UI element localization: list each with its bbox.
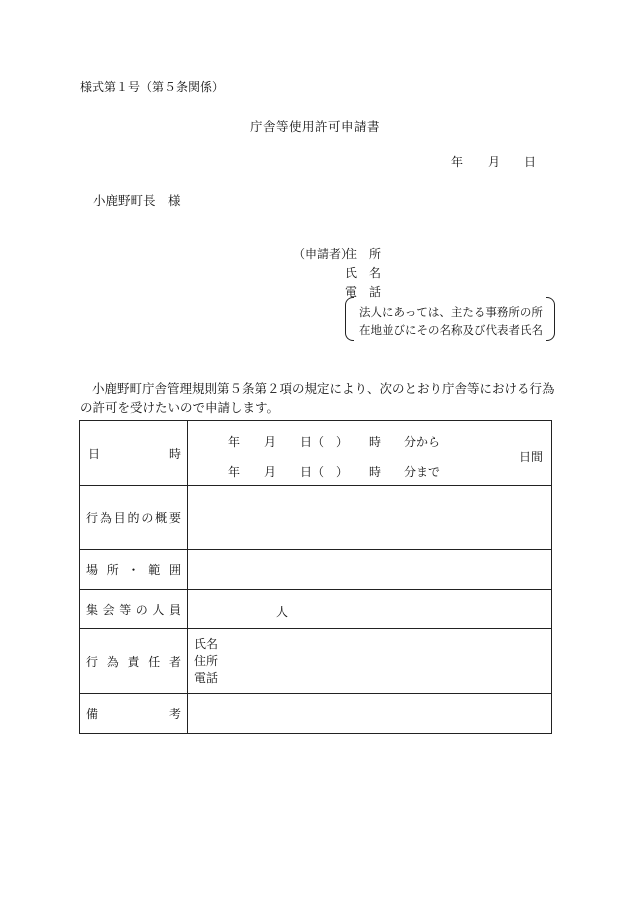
label-char: 任 [148, 654, 161, 669]
attendees-input[interactable] [188, 590, 552, 629]
attendees-label [80, 590, 188, 629]
from-month: 月 [264, 435, 277, 449]
applicant-label: （申請者） [293, 247, 354, 261]
responsible-name-label: 氏名 [194, 636, 219, 651]
purpose-input[interactable] [188, 486, 552, 550]
remarks-label [80, 694, 188, 734]
application-form-table [79, 420, 552, 734]
applicant-address-label: 住 所 [345, 247, 382, 261]
label-char: 要 [168, 511, 181, 525]
label-char: 囲 [168, 563, 181, 577]
label-char: 為 [99, 511, 112, 525]
row-purpose [80, 486, 552, 550]
left-bracket [345, 297, 354, 341]
responsible-address-label: 住所 [194, 653, 219, 668]
corporate-note-line2: 在地並びにその名称及び代表者氏名 [359, 323, 543, 337]
remarks-input[interactable] [188, 694, 552, 734]
applicant-phone-label: 電 話 [345, 285, 382, 299]
right-bracket [546, 297, 555, 341]
label-char: 行 [86, 511, 99, 525]
label-char: 行 [86, 654, 99, 669]
until-minute: 分まで [404, 465, 441, 479]
from-day: 日（ ） [300, 435, 349, 449]
row-responsible [80, 629, 552, 694]
label-char: 等 [119, 602, 132, 617]
label-char: の [135, 602, 148, 617]
datetime-label-right: 時 [168, 446, 181, 461]
label-char: 集 [86, 602, 99, 617]
label-char: 備 [86, 707, 99, 721]
until-hour: 時 [369, 465, 382, 479]
addressee: 小鹿野町長 様 [93, 193, 181, 208]
from-hour: 時 [369, 435, 382, 449]
responsible-phone-label: 電話 [194, 670, 219, 685]
label-char: 責 [127, 654, 140, 669]
label-char: の [141, 511, 154, 525]
label-char: 員 [168, 602, 181, 617]
datetime-input-cell[interactable] [188, 421, 552, 486]
row-attendees [80, 590, 552, 629]
label-char: 場 [86, 563, 99, 577]
label-char: 為 [106, 654, 119, 669]
label-char: 範 [148, 563, 161, 577]
responsible-label [80, 629, 188, 694]
days-label: 日間 [518, 450, 543, 464]
label-char: 目 [113, 511, 126, 525]
datetime-label-left: 日 [88, 446, 101, 461]
label-char: 概 [155, 511, 168, 525]
corporate-note [345, 297, 555, 341]
form-number: 様式第１号（第５条関係） [80, 80, 225, 94]
until-month: 月 [264, 465, 277, 479]
row-remarks [80, 694, 552, 734]
document-title: 庁舎等使用許可申請書 [249, 119, 380, 134]
label-char: 人 [152, 602, 165, 617]
place-input[interactable] [188, 550, 552, 590]
until-day: 日（ ） [300, 465, 349, 479]
label-char: 所 [106, 563, 119, 577]
date-year-label: 年 [451, 155, 464, 169]
from-minute: 分から [404, 435, 441, 449]
corporate-note-line1: 法人にあっては、主たる事務所の所 [359, 305, 543, 319]
from-year: 年 [228, 435, 241, 449]
until-year: 年 [228, 465, 241, 479]
date-month-label: 月 [488, 155, 501, 169]
label-char: 考 [168, 707, 181, 721]
date-day-label: 日 [524, 155, 537, 169]
label-char: 的 [127, 511, 140, 525]
row-place [80, 550, 552, 590]
label-char: 者 [168, 654, 181, 669]
row-datetime [80, 421, 552, 486]
applicant-name-label: 氏 名 [345, 266, 382, 280]
responsible-input[interactable] [188, 629, 552, 694]
datetime-label-cell [80, 421, 188, 486]
place-label [80, 550, 188, 590]
label-char: 会 [102, 602, 115, 617]
application-statement: 小鹿野町庁舎管理規則第５条第２項の規定により、次のとおり庁舎等における行為の許可を受けたいので申請します。 [80, 381, 555, 415]
label-char: ・ [127, 563, 140, 577]
purpose-label [80, 486, 188, 550]
attendees-unit: 人 [276, 605, 289, 619]
